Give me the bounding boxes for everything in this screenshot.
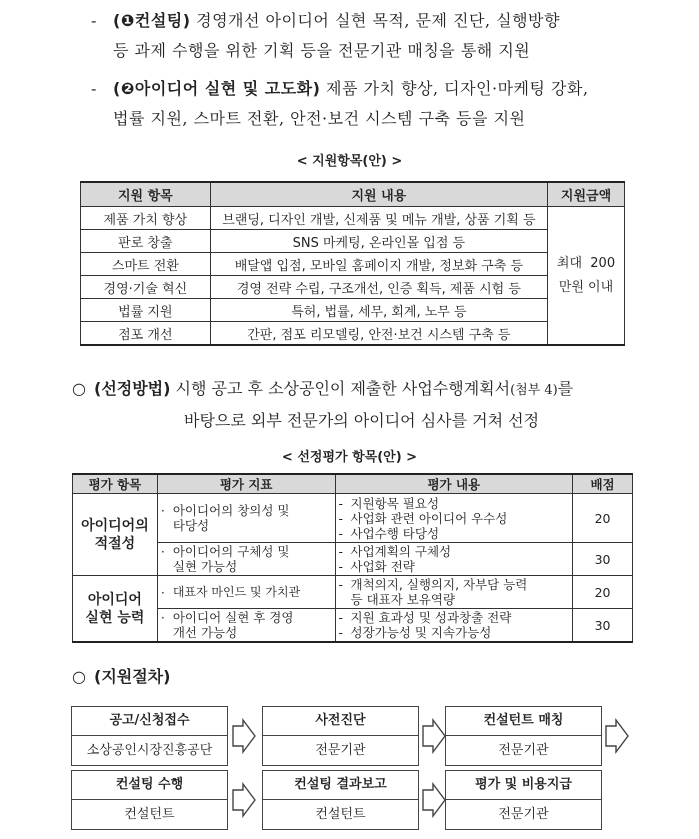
- table-row: [81, 230, 625, 253]
- arrow-right-icon: [231, 782, 257, 818]
- content-line: 사업수행 타당성: [350, 525, 440, 541]
- step-title: 컨설턴트 매칭: [446, 707, 601, 736]
- step-title: 컨설팅 수행: [72, 771, 227, 800]
- item-cell: 제품 가치 향상: [81, 207, 211, 230]
- table-row: [81, 207, 625, 230]
- indicator-line1: 아이디어의 창의성 및: [172, 503, 290, 518]
- dash-marker: -: [91, 11, 97, 30]
- step-box: [71, 770, 228, 830]
- table-row: [81, 253, 625, 276]
- step-title: 평가 및 비용지급: [446, 771, 601, 800]
- item-cell: 판로 창출: [81, 230, 211, 253]
- step-title: 공고/신청접수: [72, 707, 227, 736]
- item-cell: 점포 개선: [81, 322, 211, 346]
- dash-marker: -: [338, 544, 344, 559]
- step-actor: 전문기관: [498, 743, 549, 758]
- header-category: 평가 항목: [73, 474, 158, 494]
- table-row: [73, 576, 633, 609]
- amount-cell: [548, 207, 625, 346]
- contents-cell: [335, 576, 573, 609]
- amount-line2: 만원 이내: [558, 279, 614, 295]
- dot-marker: ·: [160, 584, 165, 600]
- content-cell: 특허, 법률, 세무, 회계, 노무 등: [210, 299, 547, 322]
- selection-ref: (첨부 4): [510, 383, 558, 398]
- contents-cell: [335, 609, 573, 643]
- table-header-row: [81, 182, 625, 207]
- bullet-head: (❶컨설팅): [113, 11, 191, 30]
- table-row: [73, 494, 633, 543]
- dash-marker: -: [338, 625, 344, 640]
- score-cell: 20: [573, 494, 633, 543]
- item-cell: 스마트 전환: [81, 253, 211, 276]
- step-actor: 컨설턴트: [124, 807, 175, 822]
- dash-marker: -: [91, 79, 97, 98]
- selection-text: 시행 공고 후 소상공인이 제출한 사업수행계획서: [170, 379, 511, 398]
- indicator-line1: 대표자 마인드 및 가치관: [172, 584, 301, 599]
- step-box: [262, 770, 419, 830]
- dot-marker: ·: [160, 610, 165, 625]
- arrow-right-icon: [604, 718, 630, 754]
- bullet-consulting: [93, 6, 683, 66]
- category-line2: 적절성: [94, 535, 136, 552]
- content-cell: 경영 전략 수립, 구조개선, 인증 획득, 제품 시험 등: [210, 276, 547, 299]
- indicator-cell: [157, 494, 335, 543]
- step-box: [445, 770, 602, 830]
- selection-text-end: 를: [557, 379, 574, 398]
- circle-marker: ○: [72, 667, 86, 686]
- category-line1: 아이디어: [87, 591, 142, 608]
- score-cell: 30: [573, 609, 633, 643]
- arrow-right-icon: [421, 718, 447, 754]
- category-cell: [73, 576, 158, 643]
- content-cell: 배달앱 입점, 모바일 홈페이지 개발, 정보화 구축 등: [210, 253, 547, 276]
- step-actor: 컨설턴트: [315, 807, 366, 822]
- step-title: 사전진단: [263, 707, 418, 736]
- dash-marker: -: [338, 559, 344, 574]
- content-line: 사업계획의 구체성: [350, 544, 452, 559]
- indicator-line1: 아이디어 실현 후 경영: [172, 610, 294, 625]
- indicator-cell: [157, 576, 335, 609]
- contents-cell: [335, 543, 573, 576]
- selection-method: [72, 374, 682, 436]
- support-items-table: [80, 181, 625, 346]
- content-line: 지원 효과성 및 성과창출 전략: [350, 610, 512, 625]
- contents-cell: [335, 494, 573, 543]
- bullet-text: 경영개선 아이디어 실현 목적, 문제 진단, 실행방향: [190, 11, 560, 30]
- indicator-line1: 아이디어의 구체성 및: [172, 544, 290, 559]
- header-item: 지원 항목: [81, 182, 211, 207]
- bullet-text-line2: 법률 지원, 스마트 전환, 안전·보건 시스템 구축 등을 지원: [113, 109, 526, 128]
- header-score: 배점: [573, 474, 633, 494]
- table-row: [81, 299, 625, 322]
- step-box: [71, 706, 228, 766]
- amount-line1: 최대 200: [556, 255, 616, 271]
- procedure-head: (지원절차): [94, 667, 171, 686]
- step-actor: 전문기관: [315, 743, 366, 758]
- header-contents: 평가 내용: [335, 474, 573, 494]
- bullet-idea-realization: [93, 74, 683, 134]
- arrow-right-icon: [421, 782, 447, 818]
- content-line: 지원항목 필요성: [350, 495, 440, 511]
- table-header-row: [73, 474, 633, 494]
- step-actor: 전문기관: [498, 807, 549, 822]
- procedure-heading: [72, 662, 170, 692]
- category-line2: 실현 능력: [85, 609, 145, 626]
- selection-head: (선정방법): [94, 379, 171, 398]
- step-box: [445, 706, 602, 766]
- dash-marker: -: [338, 525, 344, 541]
- content-line: 사업화 관련 아이디어 우수성: [350, 510, 508, 526]
- header-indicator: 평가 지표: [157, 474, 335, 494]
- support-table-caption: < 지원항목(안) >: [296, 154, 403, 169]
- arrow-right-icon: [231, 718, 257, 754]
- score-cell: 20: [573, 576, 633, 609]
- circle-marker: ○: [72, 379, 86, 398]
- indicator-line2: 타당성: [172, 518, 210, 533]
- eval-table-caption: < 선정평가 항목(안) >: [281, 450, 418, 465]
- table-row: [81, 322, 625, 346]
- content-line: 사업화 전략: [350, 559, 415, 574]
- dash-marker: -: [338, 610, 344, 625]
- table-row: [81, 276, 625, 299]
- dash-marker: -: [338, 577, 344, 592]
- content-line: 성장가능성 및 지속가능성: [350, 625, 492, 640]
- bullet-head: (❷아이디어 실현 및 고도화): [113, 79, 321, 98]
- step-title: 컨설팅 결과보고: [263, 771, 418, 800]
- item-cell: 경영·기술 혁신: [81, 276, 211, 299]
- indicator-cell: [157, 609, 335, 643]
- bullet-text: 제품 가치 향상, 디자인·마케팅 강화,: [320, 79, 589, 98]
- content-line: 등 대표자 보유역량: [350, 592, 456, 607]
- evaluation-table: [72, 473, 633, 643]
- dash-marker: -: [338, 510, 344, 526]
- content-cell: SNS 마케팅, 온라인몰 입점 등: [210, 230, 547, 253]
- item-cell: 법률 지원: [81, 299, 211, 322]
- dot-marker: ·: [160, 503, 165, 518]
- header-content: 지원 내용: [210, 182, 547, 207]
- header-amount: 지원금액: [548, 182, 625, 207]
- category-cell: [73, 494, 158, 576]
- bullet-text-line2: 등 과제 수행을 위한 기획 등을 전문기관 매칭을 통해 지원: [113, 41, 531, 60]
- content-cell: 간판, 점포 리모델링, 안전·보건 시스템 구축 등: [210, 322, 547, 346]
- score-cell: 30: [573, 543, 633, 576]
- indicator-line2: 개선 가능성: [172, 625, 238, 640]
- table-row: [73, 609, 633, 643]
- indicator-line2: 실현 가능성: [172, 559, 238, 574]
- table-row: [73, 543, 633, 576]
- selection-text-line2: 바탕으로 외부 전문가의 아이디어 심사를 거쳐 선정: [184, 411, 540, 430]
- content-cell: 브랜딩, 디자인 개발, 신제품 및 메뉴 개발, 상품 기획 등: [210, 207, 547, 230]
- step-box: [262, 706, 419, 766]
- dot-marker: ·: [160, 544, 165, 559]
- step-actor: 소상공인시장진흥공단: [86, 743, 213, 758]
- indicator-cell: [157, 543, 335, 576]
- content-line: 개척의지, 실행의지, 자부담 능력: [350, 577, 528, 592]
- dash-marker: -: [338, 495, 344, 511]
- category-line1: 아이디어의: [81, 517, 149, 534]
